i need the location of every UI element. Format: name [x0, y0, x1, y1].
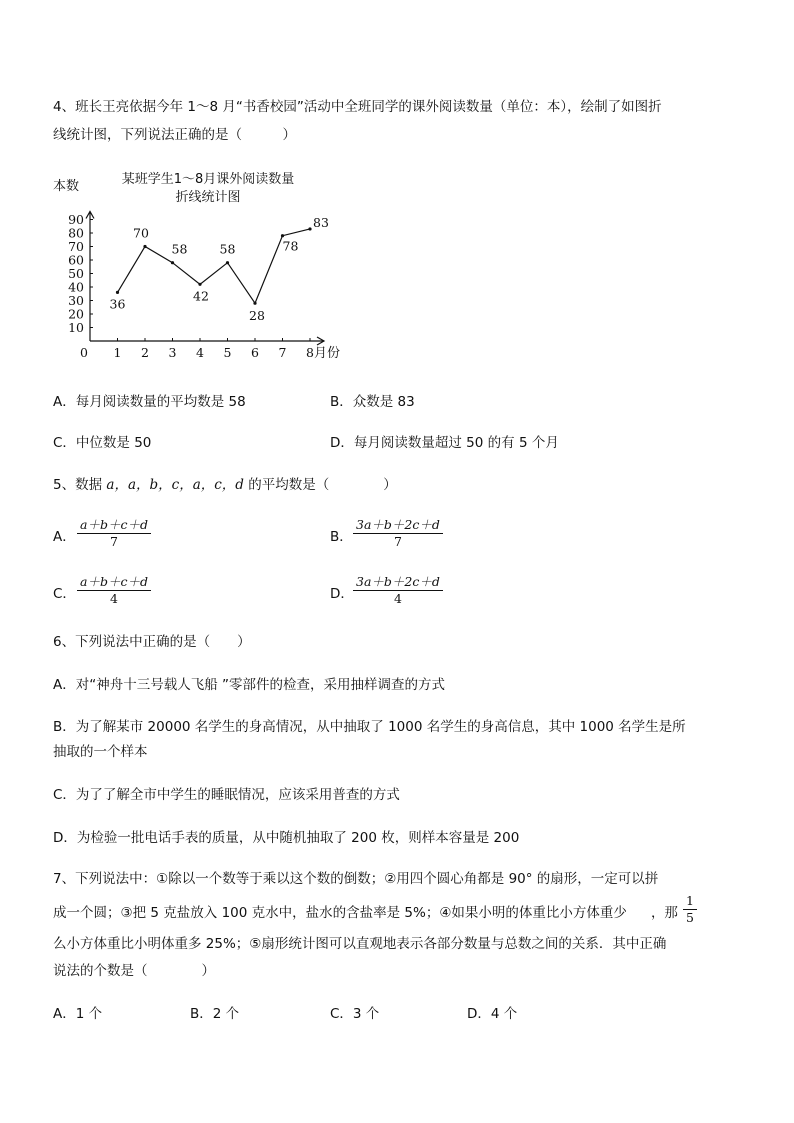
q7-stem-line1: 7、下列说法中：①除以一个数等于乘以这个数的倒数；②用四个圆心角都是 90° 的扇形，一定可以拼 [53, 871, 659, 887]
q5-option-a-label: A． [53, 529, 76, 545]
q4-stem-line2: 线统计图，下列说法正确的是（ ） [53, 127, 296, 143]
chart-data-point [226, 261, 229, 264]
q5-option-d-label: D． [330, 586, 354, 602]
q5-option-b-denominator: 7 [393, 534, 402, 549]
q5-option-a-fraction [77, 517, 151, 550]
q7-fraction [683, 893, 697, 926]
q5-option-d[interactable] [330, 584, 354, 604]
q5-option-d-numerator: 3a＋b＋2c＋d [353, 574, 443, 591]
q5-option-a[interactable] [53, 527, 76, 547]
chart-x-tick-label: 8 [306, 345, 314, 360]
q7-stem-line2 [53, 903, 678, 923]
q5-stem-vars: a，a，b，c，a，c，d [106, 477, 244, 493]
chart-x-tick-label: 4 [196, 345, 204, 360]
chart-data-point [171, 261, 174, 264]
q7-option-c[interactable]: C．3 个 [330, 1006, 380, 1022]
chart-ylabel: 本数 [53, 179, 80, 194]
chart-x-tick-label: 1 [113, 345, 122, 360]
chart-data-label: 78 [282, 238, 299, 254]
chart-xlabel: 月份 [314, 346, 341, 361]
chart-y-tick-label: 70 [68, 239, 84, 254]
chart-data-label: 58 [171, 241, 188, 257]
q6-option-c[interactable]: C．为了了解全市中学生的睡眠情况，应该采用普查的方式 [53, 787, 400, 803]
q5-option-c-denominator: 4 [110, 591, 118, 606]
q6-stem: 6、下列说法中正确的是（ ） [53, 634, 251, 650]
q6-option-d[interactable]: D．为检验一批电话手表的质量，从中随机抽取了 200 枚，则样本容量是 200 [53, 830, 520, 846]
q4-option-c[interactable]: C．中位数是 50 [53, 435, 152, 451]
chart-y-tick-label: 40 [68, 279, 84, 295]
chart-data-point [143, 245, 146, 248]
q4-stem-line1: 4、班长王亮依据今年 1～8 月“书香校园”活动中全班同学的课外阅读数量（单位：本），绘制了如图折 [53, 99, 662, 115]
q6-option-b-line1[interactable]: B．为了解某市 20000 名学生的身高情况，从中抽取了 1000 名学生的身高信息，其中 1000 名学生是所 [53, 719, 686, 735]
q7-fraction-denominator: 5 [686, 910, 694, 925]
chart-data-label: 70 [133, 225, 149, 241]
chart-x-tick-label: 3 [168, 345, 177, 360]
q5-stem [53, 475, 397, 495]
chart-y-tick-label: 90 [68, 212, 84, 227]
chart-x-tick-label: 2 [141, 345, 149, 360]
q5-stem-suffix: 的平均数是（ ） [248, 477, 397, 493]
q5-option-d-fraction [353, 574, 443, 607]
q5-option-c-fraction [77, 574, 151, 607]
chart-subtitle: 折线统计图 [175, 190, 241, 205]
q6-option-a[interactable]: A．对“神舟十三号载人飞船 ”零部件的检查，采用抽样调查的方式 [53, 677, 446, 693]
chart-x-tick-label: 5 [223, 345, 232, 360]
chart-y-tick-label: 80 [68, 225, 84, 241]
q6-option-b-line2[interactable]: 抽取的一个样本 [53, 744, 148, 760]
q5-option-b[interactable] [330, 527, 353, 547]
chart-y-tick-label: 50 [68, 266, 84, 281]
chart-data-label: 58 [219, 241, 236, 257]
chart-y-tick-label: 10 [68, 320, 84, 335]
chart-data-point [253, 302, 256, 305]
q5-option-b-numerator: 3a＋b＋2c＋d [353, 517, 443, 534]
chart-x-tick-label: 0 [80, 345, 88, 360]
chart-data-point [198, 283, 201, 286]
q5-option-c-numerator: a＋b＋c＋d [77, 574, 151, 591]
chart-x-tick-label: 7 [278, 345, 287, 360]
q7-fraction-numerator: 1 [683, 893, 697, 910]
q4-option-d[interactable]: D．每月阅读数量超过 50 的有 5 个月 [330, 435, 559, 451]
chart-data-point [308, 227, 311, 230]
q7-option-a[interactable]: A．1 个 [53, 1006, 103, 1022]
chart-data-label: 42 [193, 288, 209, 304]
q5-option-a-numerator: a＋b＋c＋d [77, 517, 151, 534]
q5-option-b-fraction [353, 517, 443, 550]
q7-stem-line2-text: 成一个圆；③把 5 克盐放入 100 克水中，盐水的含盐率是 5%；④如果小明的体重比小方体重少 [53, 905, 627, 921]
reading-line-chart [50, 165, 350, 365]
chart-data-point [116, 291, 119, 294]
q7-stem-line3: 么小方体重比小明体重多 25%；⑤扇形统计图可以直观地表示各部分数量与总数之间的关系．其中正确 [53, 936, 667, 952]
q5-option-d-denominator: 4 [393, 591, 402, 606]
q7-stem-line4: 说法的个数是（ ） [53, 963, 215, 979]
chart-title: 某班学生1～8月课外阅读数量 [121, 172, 295, 187]
q7-option-d[interactable]: D．4 个 [467, 1006, 518, 1022]
chart-data-label: 36 [109, 296, 126, 312]
q4-option-a[interactable]: A．每月阅读数量的平均数是 58 [53, 394, 246, 410]
q5-option-c-label: C． [53, 586, 76, 602]
q5-option-c[interactable] [53, 584, 76, 604]
chart-data-point [281, 234, 284, 237]
q5-stem-prefix: 5、数据 [53, 477, 103, 493]
chart-x-tick-label: 6 [251, 345, 259, 360]
chart-y-tick-label: 30 [68, 293, 84, 308]
q5-option-b-label: B． [330, 529, 353, 545]
q5-option-a-denominator: 7 [110, 534, 118, 549]
chart-data-label: 83 [313, 214, 329, 230]
q7-stem-line2-tail: ，那 [650, 905, 678, 921]
chart-y-tick-label: 20 [68, 306, 84, 322]
q4-option-b[interactable]: B．众数是 83 [330, 394, 415, 410]
chart-y-tick-label: 60 [68, 252, 84, 268]
q7-option-b[interactable]: B．2 个 [190, 1006, 240, 1022]
chart-data-label: 28 [249, 308, 265, 324]
